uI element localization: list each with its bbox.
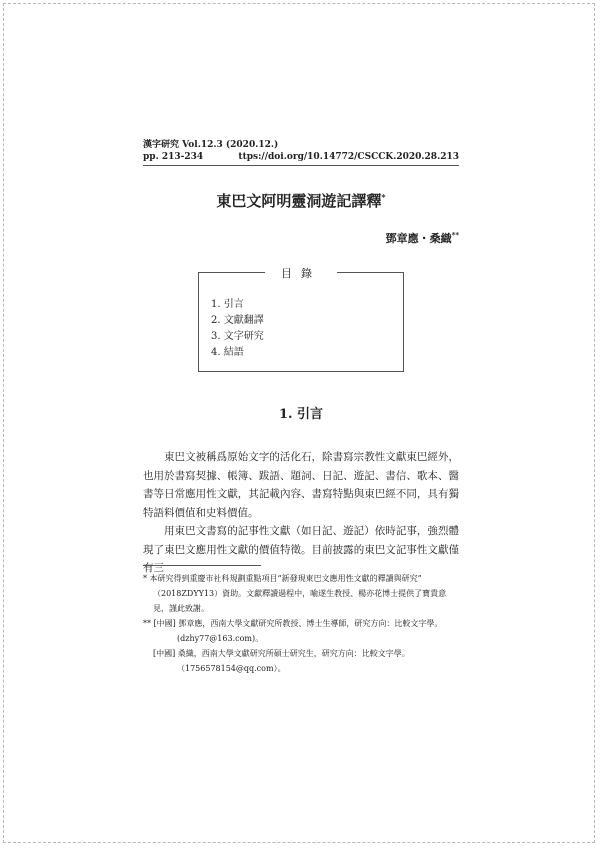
paper-title xyxy=(143,190,459,211)
header-rule xyxy=(143,165,459,166)
toc-item[interactable]: 1. 引言 xyxy=(211,299,244,310)
footnote-text: 見，謹此致謝。 xyxy=(153,604,209,613)
footnote-email[interactable]: （1756578154@qq.com）。 xyxy=(177,664,286,673)
footnote-text: [中國] 鄧章應，西南大學文獻研究所教授、博士生導師，研究方向：比較文字學。 xyxy=(153,619,443,628)
footnote-mark: * xyxy=(143,574,147,583)
footnote-rule xyxy=(143,565,261,566)
paragraph: 東巴文被稱爲原始文字的活化石，除書寫宗教性文獻東巴經外，也用於書寫契據、帳簿、跋語、題詞、日記、遊記、書信、歌本、醫書等日常應用性文獻，其記載內容、書寫特點與東巴經不同，具有獨特語料價值和史料價值。 xyxy=(143,451,459,519)
title-footnote-mark: * xyxy=(381,192,386,202)
body-text xyxy=(143,448,459,578)
section-heading: 1. 引言 xyxy=(278,407,324,422)
author-names: 鄧章應・桑織 xyxy=(385,232,452,245)
footnote-1 xyxy=(143,571,461,616)
paragraph: 用東巴文書寫的記事性文獻（如日記、遊記）依時記事，強烈體現了東巴文應用性文獻的價值特徵。目前披露的東巴文記事性文獻僅有三 xyxy=(143,525,459,574)
journal-header xyxy=(143,139,459,163)
footnotes xyxy=(143,571,461,676)
doi-link[interactable]: ttps://doi.org/10.14772/CSCCK.2020.28.213 xyxy=(238,152,459,162)
footnote-2 xyxy=(143,616,461,676)
paper-title-text: 東巴文阿明靈洞遊記譯釋 xyxy=(216,192,382,210)
toc-heading: 目錄 xyxy=(265,265,337,281)
toc-list xyxy=(211,297,264,361)
page-frame xyxy=(3,3,595,843)
toc-item[interactable]: 3. 文字研究 xyxy=(211,331,264,342)
author-line xyxy=(386,230,459,246)
toc-item[interactable]: 4. 結語 xyxy=(211,347,244,358)
journal-info: 漢字研究 Vol.12.3 (2020.12.) xyxy=(143,140,279,150)
toc-item[interactable]: 2. 文獻翻譯 xyxy=(211,315,264,326)
footnote-text: [中國] 桑織，西南大學文獻研究所碩士研究生，研究方向：比較文字學。 xyxy=(153,649,410,658)
table-of-contents xyxy=(198,267,404,372)
footnote-text: 本研究得到重慶市社科規劃重點項目“新發現東巴文應用性文獻的釋讀與研究” xyxy=(149,574,422,583)
footnote-text: （2018ZDYY13）資助。文獻釋讀過程中，喻遂生教授、楊亦花博士提供了寶貴意 xyxy=(153,589,447,598)
footnote-mark: ** xyxy=(143,619,151,628)
footnote-email[interactable]: (dzhy77@163.com)。 xyxy=(177,634,264,643)
page-range: pp. 213-234 xyxy=(143,152,204,162)
author-footnote-mark: ** xyxy=(451,230,459,240)
